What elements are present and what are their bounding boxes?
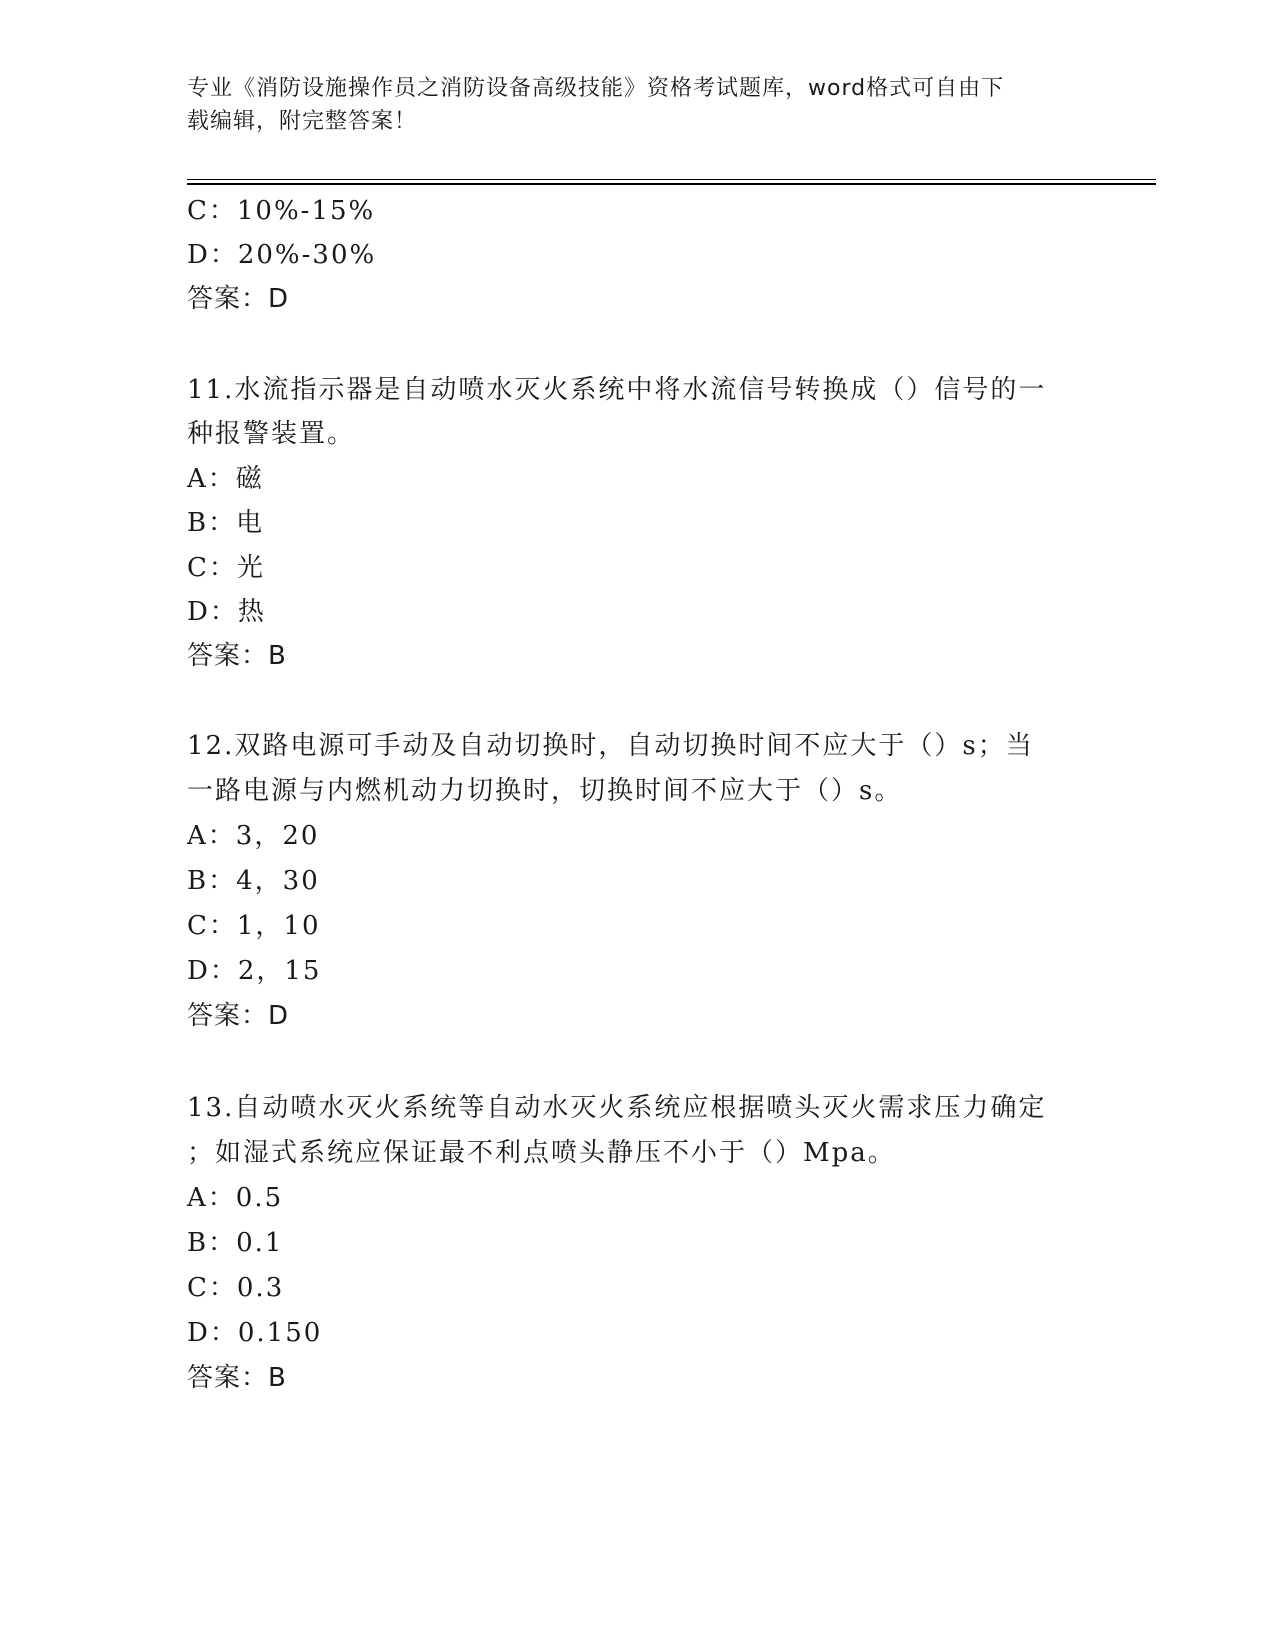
header-divider-thick <box>187 183 1156 185</box>
q12-option-a: A：3，20 <box>187 821 320 851</box>
document-header <box>187 72 1067 138</box>
q11-option-c: C：光 <box>187 553 265 583</box>
q12-stem-line-1: 12.双路电源可手动及自动切换时，自动切换时间不应大于（）s；当 <box>187 731 1034 761</box>
q13-option-d: D：0.150 <box>187 1318 323 1348</box>
q13-answer: 答案：B <box>187 1363 287 1393</box>
prev-option-c: C：10%-15% <box>187 196 376 226</box>
q12-option-c: C：1，10 <box>187 911 321 941</box>
prev-option-d: D：20%-30% <box>187 240 377 270</box>
q13-stem-line-1: 13.自动喷水灭火系统等自动水灭火系统应根据喷头灭火需求压力确定 <box>187 1093 1047 1123</box>
q12-stem-line-2: 一路电源与内燃机动力切换时，切换时间不应大于（）s。 <box>187 776 903 806</box>
q13-option-c: C：0.3 <box>187 1273 285 1303</box>
q12-option-b: B：4，30 <box>187 866 320 896</box>
q13-stem-line-2: ；如湿式系统应保证最不利点喷头静压不小于（）Mpa。 <box>187 1138 896 1168</box>
header-divider-thin <box>187 179 1156 180</box>
q11-answer: 答案：B <box>187 641 287 671</box>
q11-stem-line-2: 种报警装置。 <box>187 419 356 449</box>
q11-option-b: B：电 <box>187 508 265 538</box>
q12-answer: 答案：D <box>187 1001 290 1031</box>
prev-answer: 答案：D <box>187 284 290 314</box>
q11-option-a: A：磁 <box>187 464 264 494</box>
header-line-2: 载编辑，附完整答案！ <box>187 109 418 134</box>
q13-option-a: A：0.5 <box>187 1183 284 1213</box>
q11-stem-line-1: 11.水流指示器是自动喷水灭火系统中将水流信号转换成（）信号的一 <box>187 375 1047 405</box>
header-line-1: 专业《消防设施操作员之消防设备高级技能》资格考试题库，word格式可自由下 <box>187 76 1005 101</box>
q11-option-d: D：热 <box>187 597 266 627</box>
q12-option-d: D：2，15 <box>187 956 322 986</box>
q13-option-b: B：0.1 <box>187 1228 284 1258</box>
